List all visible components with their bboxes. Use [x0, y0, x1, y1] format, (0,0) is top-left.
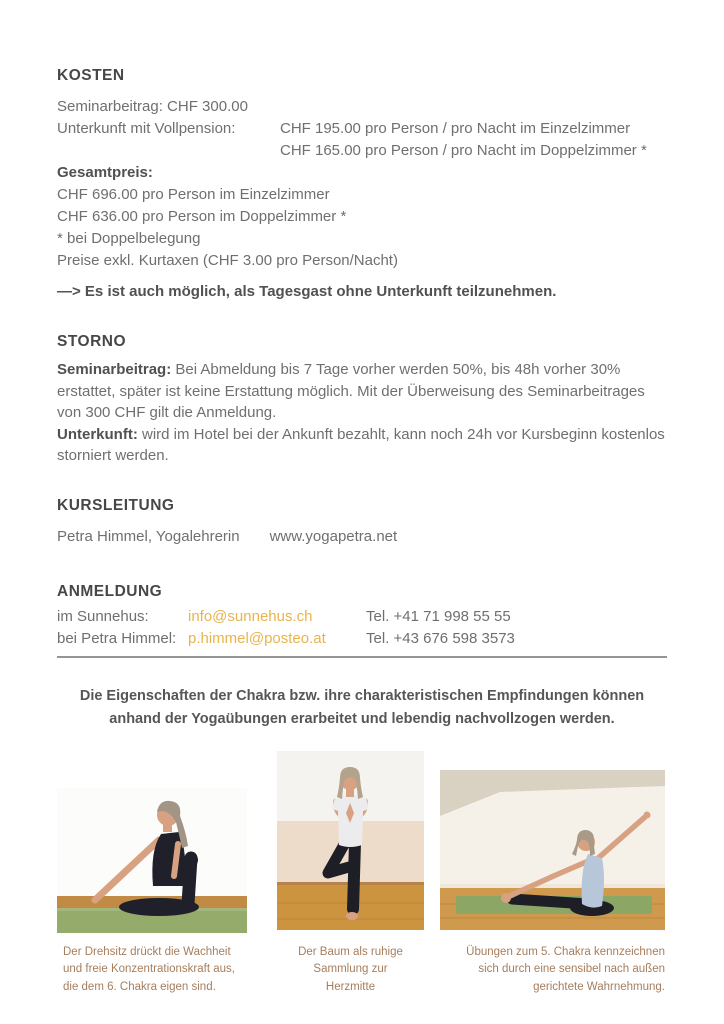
kosten-section	[57, 96, 667, 272]
contact-label-petra-himmel: bei Petra Himmel:	[57, 630, 177, 647]
side-stretch-pose-photo	[440, 770, 665, 930]
seated-twist-pose-photo	[57, 788, 247, 933]
email-link-sunnehus[interactable]: info@sunnehus.ch	[188, 607, 313, 625]
caption-side-stretch: Übungen zum 5. Chakra kennzeichnen sich durch eine sensibel nach außen gerichtete Wahrnehmung.	[466, 945, 665, 993]
tagesgast-note: —> Es ist auch möglich, als Tagesgast ohne Unterkunft teilzunehmen.	[57, 283, 557, 300]
tree-pose-photo	[277, 751, 424, 930]
anmeldung-heading: ANMELDUNG	[57, 582, 163, 600]
gesamtpreis-doppelzimmer: CHF 636.00 pro Person im Doppelzimmer *	[57, 208, 347, 225]
storno-unterkunft-label: Unterkunft:	[57, 425, 138, 443]
phone-petra-himmel: Tel. +43 676 598 3573	[366, 630, 515, 647]
storno-unterkunft-paragraph	[57, 424, 665, 467]
storno-seminarbeitrag-paragraph	[57, 359, 665, 424]
storno-unterkunft-text: wird im Hotel bei der Ankunft bezahlt, kann noch 24h vor Kursbeginn kostenlos storniert werden.	[57, 425, 665, 464]
kursleitung-heading: KURSLEITUNG	[57, 496, 175, 514]
unterkunft-price-einzelzimmer: CHF 195.00 pro Person / pro Nacht im Einzelzimmer	[280, 120, 631, 137]
caption-tree-pose: Der Baum als ruhige Sammlung zur Herzmitte	[298, 945, 403, 993]
unterkunft-price-doppelzimmer: CHF 165.00 pro Person / pro Nacht im Doppelzimmer *	[280, 142, 647, 159]
contact-row-petra-himmel	[57, 628, 667, 651]
gesamtpreis-einzelzimmer: CHF 696.00 pro Person im Einzelzimmer	[57, 186, 330, 203]
storno-heading: STORNO	[57, 333, 127, 350]
kosten-heading: KOSTEN	[57, 67, 125, 84]
storno-seminarbeitrag-label: Seminarbeitrag:	[57, 361, 172, 378]
kursleitung-person: Petra Himmel, Yogalehrerin	[57, 527, 240, 545]
doppelbelegung-fussnote: * bei Doppelbelegung	[57, 230, 201, 247]
kurtaxe-line: Preise exkl. Kurtaxen (CHF 3.00 pro Person/Nacht)	[57, 252, 398, 269]
unterkunft-line-2	[57, 140, 667, 162]
chakra-intro-statement	[57, 685, 667, 732]
chakra-intro-line-2: anhand der Yogaübungen erarbeitet und lebendig nachvollzogen werden.	[109, 711, 615, 727]
email-link-petra-himmel[interactable]: p.himmel@posteo.at	[188, 630, 326, 647]
phone-sunnehus: Tel. +41 71 998 55 55	[366, 607, 511, 625]
anmeldung-section	[57, 606, 667, 651]
seminarbeitrag-line: Seminarbeitrag: CHF 300.00	[57, 98, 248, 115]
caption-seated-twist: Der Drehsitz drückt die Wachheit und freie Konzentrationskraft aus, die dem 6. Chakra eigen sind.	[63, 945, 235, 993]
storno-seminarbeitrag-text: Bei Abmeldung bis 7 Tage vorher werden 50%, bis 48h vorher 30% erstattet, später ist keine Erstattung möglich. Mit der Überweisung des Seminarbeitrages von 300 CHF gilt die Anmeldung.	[57, 361, 645, 421]
contact-row-sunnehus	[57, 606, 667, 629]
photo-caption-strip	[57, 944, 667, 1014]
website-link[interactable]: www.yogapetra.net	[269, 527, 398, 545]
unterkunft-label: Unterkunft mit Vollpension:	[57, 120, 236, 137]
kursleitung-line	[57, 526, 667, 548]
horizontal-divider	[57, 656, 667, 658]
unterkunft-line-1	[57, 118, 667, 140]
chakra-intro-line-1: Die Eigenschaften der Chakra bzw. ihre charakteristischen Empfindungen können	[79, 687, 645, 704]
yoga-photo-strip	[57, 746, 667, 936]
contact-label-sunnehus: im Sunnehus:	[57, 607, 149, 625]
gesamtpreis-label: Gesamtpreis:	[57, 164, 153, 181]
